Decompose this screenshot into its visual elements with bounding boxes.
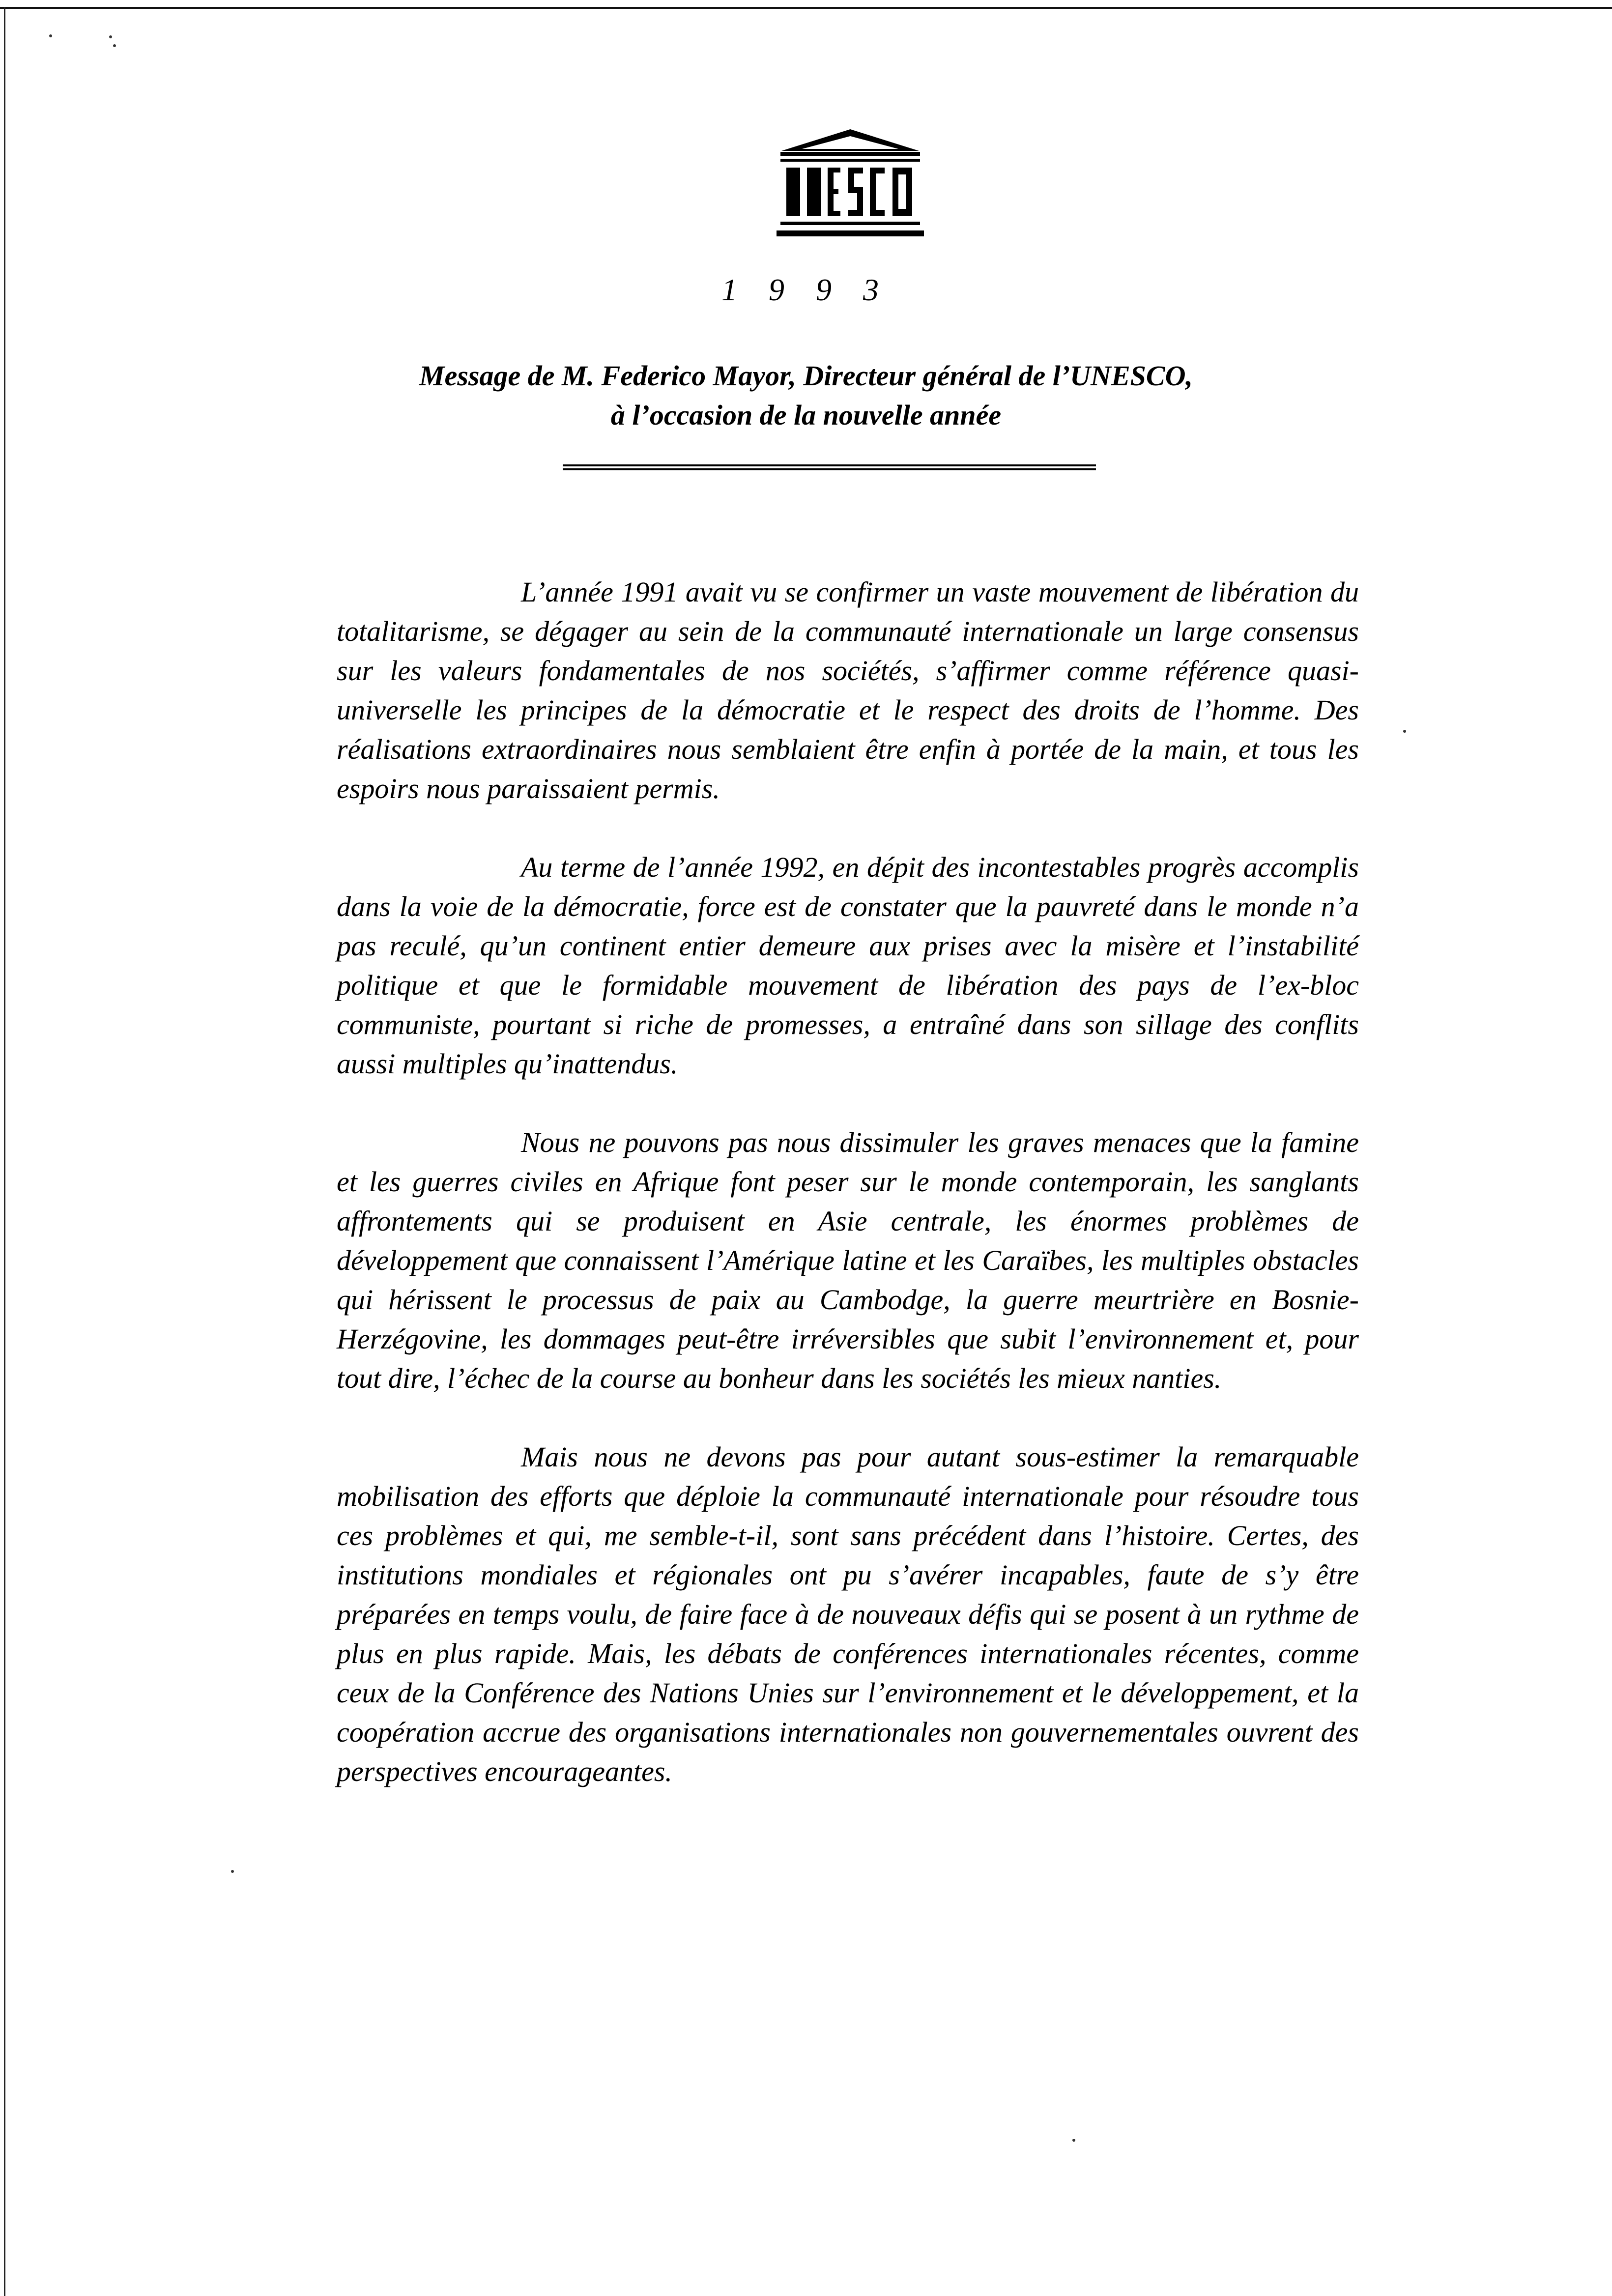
heading-divider (563, 464, 1096, 470)
message-body (337, 573, 1359, 1831)
paragraph: Au terme de l’année 1992, en dépit des incontestables progrès accomplis dans la voie de la démocratie, force est de constater que la pauvreté dans le monde n’a pas reculé, qu’un continent entier demeure aux prises avec la misère et l’instabilité politique et que le formidable mouvement de libération des pays de l’ex-bloc communiste, pourtant si riche de promesses, a entraîné dans son sillage des conflits aussi multiples qu’inattendus. (337, 851, 1359, 1080)
document-year: 1 9 9 3 (721, 272, 891, 307)
document-heading (0, 356, 1612, 435)
paragraph: Nous ne pouvons pas nous dissimuler les graves menaces que la famine et les guerres civiles en Afrique font peser sur le monde contemporain, les sanglants affrontements qui se produisent en Asie centrale, les énormes problèmes de développement que connaissent l’Amérique latine et les Caraïbes, les multiples obstacles qui hérissent le processus de paix au Cambodge, la guerre meurtrière en Bosnie-Herzégovine, les dommages peut-être irréversibles que subit l’environnement et, pour tout dire, l’échec de la course au bonheur dans les sociétés les mieux nanties. (337, 1126, 1359, 1394)
heading-line: à l’occasion de la nouvelle année (610, 399, 1002, 431)
scan-top-edge (0, 7, 1612, 9)
unesco-temple-logo (772, 125, 929, 248)
scan-speck (1403, 730, 1406, 733)
paragraph: L’année 1991 avait vu se confirmer un vaste mouvement de libération du totalitarisme, se dégager au sein de la communauté internationale un large consensus sur les valeurs fondamentales de nos sociétés, s’affirmer comme référence quasi-universelle les principes de la démocratie et le respect des droits de l’homme. Des réalisations extraordinaires nous semblaient être enfin à portée de la main, et tous les espoirs nous paraissaient permis. (337, 576, 1359, 804)
logo-text: UNESCO (850, 243, 855, 244)
scan-speck (49, 34, 52, 37)
scan-left-edge (4, 7, 5, 2296)
scan-speck (1072, 2139, 1075, 2142)
heading-line: Message de M. Federico Mayor, Directeur général de l’UNESCO, (419, 360, 1193, 392)
paragraph: Mais nous ne devons pas pour autant sous-estimer la remarquable mobilisation des efforts que déploie la communauté internationale pour résoudre tous ces problèmes et qui, me semble-t-il, sont sans précédent dans l’histoire. Certes, des institutions mondiales et régionales ont pu s’avérer incapables, faute de s’y être préparées en temps voulu, de faire face à de nouveaux défis qui se posent à un rythme de plus en plus rapide. Mais, les débats de conférences internationales récentes, comme ceux de la Conférence des Nations Unies sur l’environnement et le développement, et la coopération accrue des organisations internationales non gouvernementales ouvrent des perspectives encourageantes. (337, 1441, 1359, 1787)
scan-speck (109, 35, 112, 38)
scan-speck (231, 1870, 234, 1873)
scan-speck (113, 44, 116, 47)
